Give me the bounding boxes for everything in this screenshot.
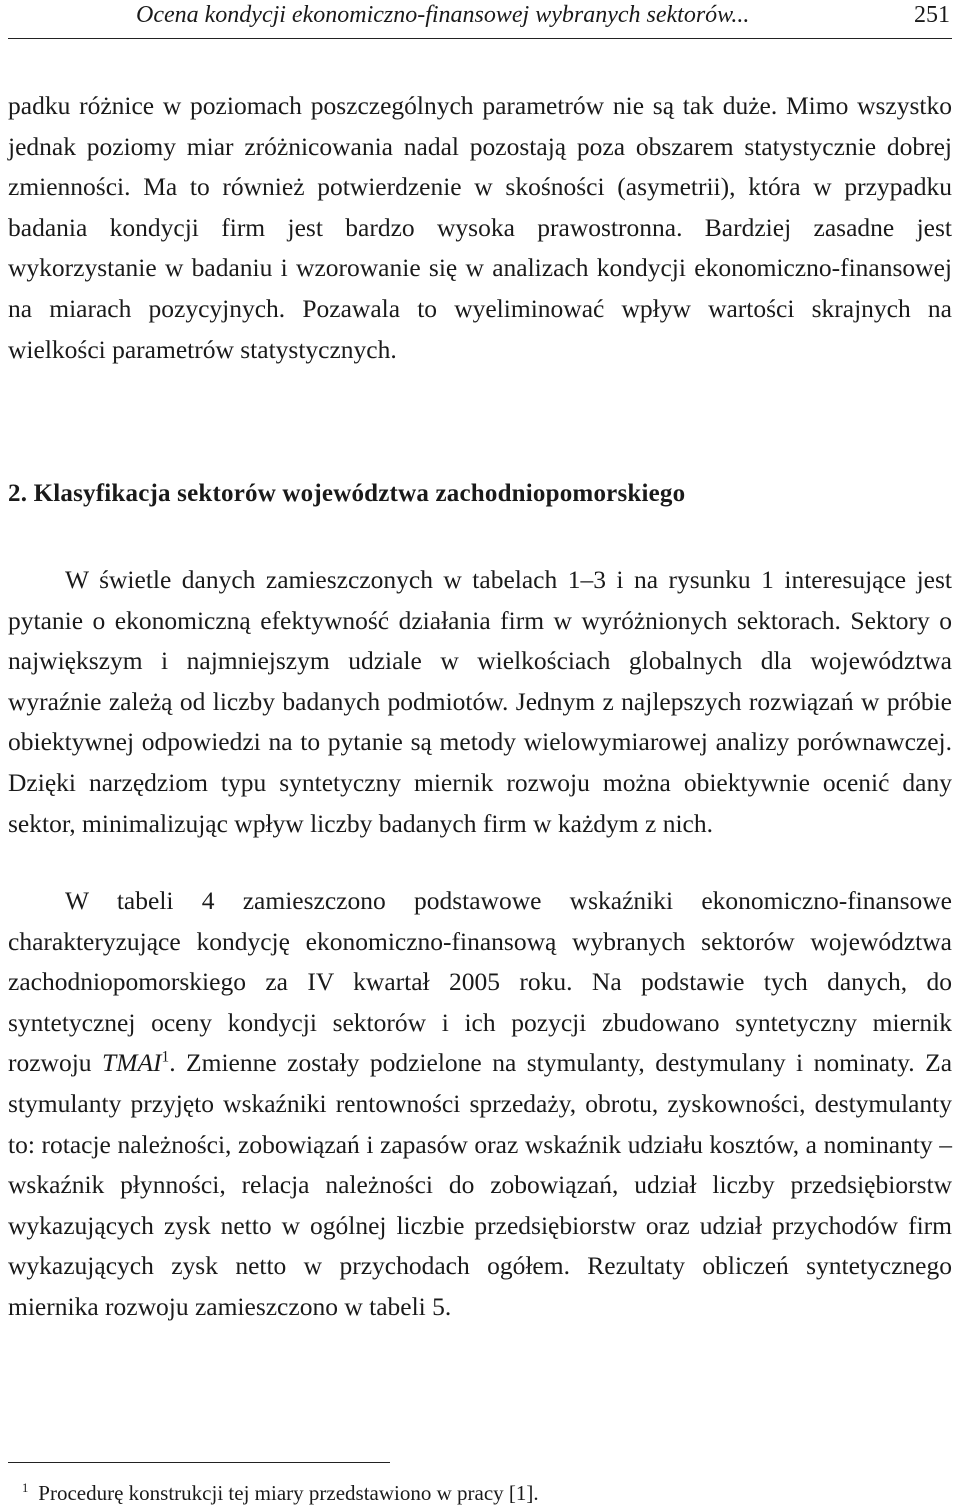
footnote-reference[interactable]: 1 — [161, 1048, 170, 1066]
section-heading: 2. Klasyfikacja sektorów województwa zachodniopomorskiego — [8, 480, 686, 507]
footnote-text: Procedurę konstrukcji tej miary przedstawiono w pracy [1]. — [38, 1481, 539, 1505]
footnote-number: 1 — [22, 1481, 29, 1495]
paragraph-table4-description — [8, 881, 952, 1328]
page-number: 251 — [914, 2, 950, 28]
tmai-term: TMAI — [102, 1048, 162, 1078]
footnote-divider — [8, 1462, 390, 1463]
paragraph-continued: padku różnice w poziomach poszczególnych parametrów nie są tak duże. Mimo wszystko jednak poziomy miar zróżnicowania nadal pozostają poza obszarem statystycznie dobrej zmienności. Ma to również potwierdzenie w skośności (asymetrii), która w przypadku badania kondycji firm jest bardzo wysoka prawostronna. Bardziej zasadne jest wykorzystanie w badaniu i wzorowanie się w analizach kondycji ekonomiczno-finansowej na miarach pozycyjnych. Pozawala to wyeliminować wpływ wartości skrajnych na wielkości parametrów statystycznych. — [8, 91, 952, 364]
running-title: Ocena kondycji ekonomiczno-finansowej wybranych sektorów... — [136, 2, 750, 28]
footnote — [22, 1481, 539, 1505]
running-header — [8, 0, 952, 39]
paragraph-text-part: . Zmienne zostały podzielone na stymulanty, destymulany i nominaty. Za stymulanty przyjęto wskaźniki rentowności sprzedaży, obrotu, zyskowności, destymulanty to: rotacje należności, zobowiązań i zapasów oraz wskaźnik udziału kosztów, a nominanty – wskaźnik płynności, relacja należności do zobowiązań, udział liczby przedsiębiorstw wykazujących zysk netto w ogólnej liczbie przedsiębiorstw oraz udział przychodów firm wykazujących zysk netto w przychodach ogółem. Rezultaty obliczeń syntetycznego miernika rozwoju zamieszczono w tabeli 5. — [8, 1048, 953, 1321]
paragraph-classification-intro: W świetle danych zamieszczonych w tabelach 1–3 i na rysunku 1 interesujące jest pytanie o ekonomiczną efektywność działania firm w wyróżnionych sektorach. Sektory o największym i najmniejszym udziale w wielkościach globalnych dla województwa wyraźnie zależą od liczby badanych podmiotów. Jednym z najlepszych rozwiązań w próbie obiektywnej odpowiedzi na to pytanie są metody wielowymiarowej analizy porównawczej. Dzięki narzędziom typu syntetyczny miernik rozwoju można obiektywnie ocenić dany sektor, minimalizując wpływ liczby badanych firm w każdym z nich. — [8, 565, 952, 838]
paragraph-text-part: W tabeli 4 zamieszczono podstawowe wskaźniki ekonomiczno-finansowe charakteryzujące kondycję ekonomiczno-finansową wybranych sektorów województwa zachodniopomorskiego za IV kwartał 2005 roku. Na podstawie tych danych, do syntetycznej oceny kondycji sektorów i ich pozycji zbudowano syntetyczny miernik rozwoju — [8, 886, 952, 1078]
